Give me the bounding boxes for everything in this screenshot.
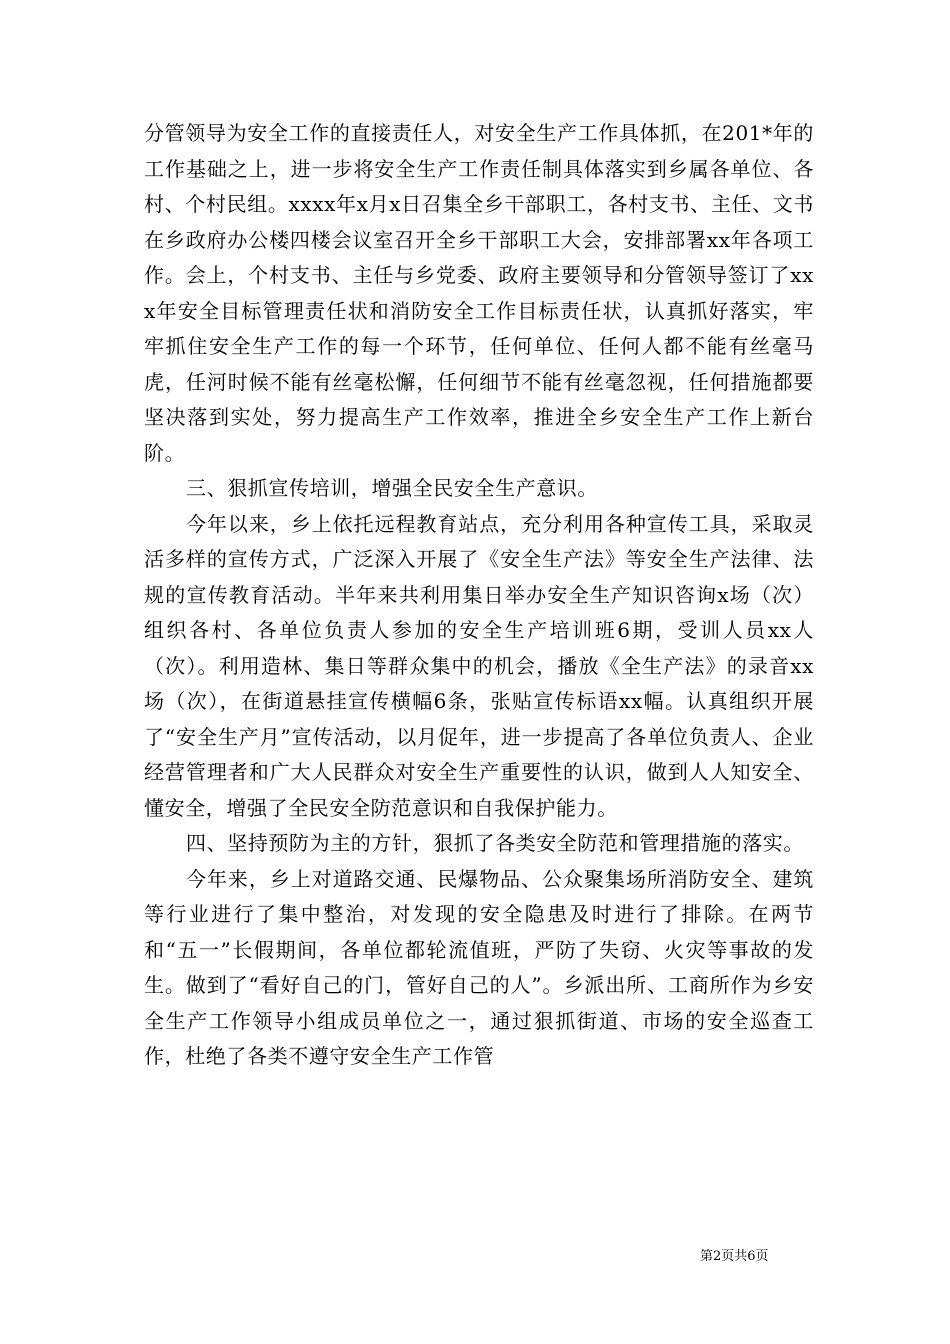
page-number-footer: 第2页共6页 xyxy=(700,1249,769,1264)
paragraph-prevention: 今年来，乡上对道路交通、民爆物品、公众聚集场所消防安全、建筑等行业进行了集中整治，对发现的安全隐患及时进行了排除。在两节和“五一”长假期间，各单位都轮流值班，严防了失窃、火灾等事故的发生。做到了“看好自己的门，管好自己的人”。乡派出所、工商所作为乡安全生产工作领导小组成员单位之一，通过狠抓街道、市场的安全巡查工作，杜绝了各类不遵守安全生产工作管 xyxy=(144,866,814,1068)
section-heading-prevention: 四、坚持预防为主的方针，狠抓了各类安全防范和管理措施的落实。 xyxy=(186,831,804,855)
paragraph-publicity: 今年以来，乡上依托远程教育站点，充分利用各种宣传工具，采取灵活多样的宣传方式，广泛深入开展了《安全生产法》等安全生产法律、法规的宣传教育活动。半年来共利用集日举办安全生产知识咨询x场（次）组织各村、各单位负责人参加的安全生产培训班6期，受训人员xx人（次）。利用造林、集日等群众集中的机会，播放《全生产法》的录音xx场（次），在街道悬挂宣传横幅6条，张贴宣传标语xx幅。认真组织开展了“安全生产月”宣传活动，以月促年，进一步提高了各单位负责人、企业经营管理者和广大人民群众对安全生产重要性的认识，做到人人知安全、懂安全，增强了全民安全防范意识和自我保护能力。 xyxy=(144,511,814,820)
section-heading-publicity: 三、狠抓宣传培训，增强全民安全生产意识。 xyxy=(186,476,598,500)
paragraph-responsibility: 分管领导为安全工作的直接责任人，对安全生产工作具体抓，在201*年的工作基础之上，进一步将安全生产工作责任制具体落实到乡属各单位、各村、个村民组。xxxx年x月x日召集全乡干部职工，各村支书、主任、文书在乡政府办公楼四楼会议室召开全乡干部职工大会，安排部署xx年各项工作。会上，个村支书、主任与乡党委、政府主要领导和分管领导签订了xxx年安全目标管理责任状和消防安全工作目标责任状，认真抓好落实，牢牢抓住安全生产工作的每一个环节，任何单位、任何人都不能有丝毫马虎，任河时候不能有丝毫松懈，任何细节不能有丝毫忽视，任何措施都要坚决落到实处，努力提高生产工作效率，推进全乡安全生产工作上新台阶。 xyxy=(144,121,814,465)
document-body xyxy=(144,116,814,1075)
